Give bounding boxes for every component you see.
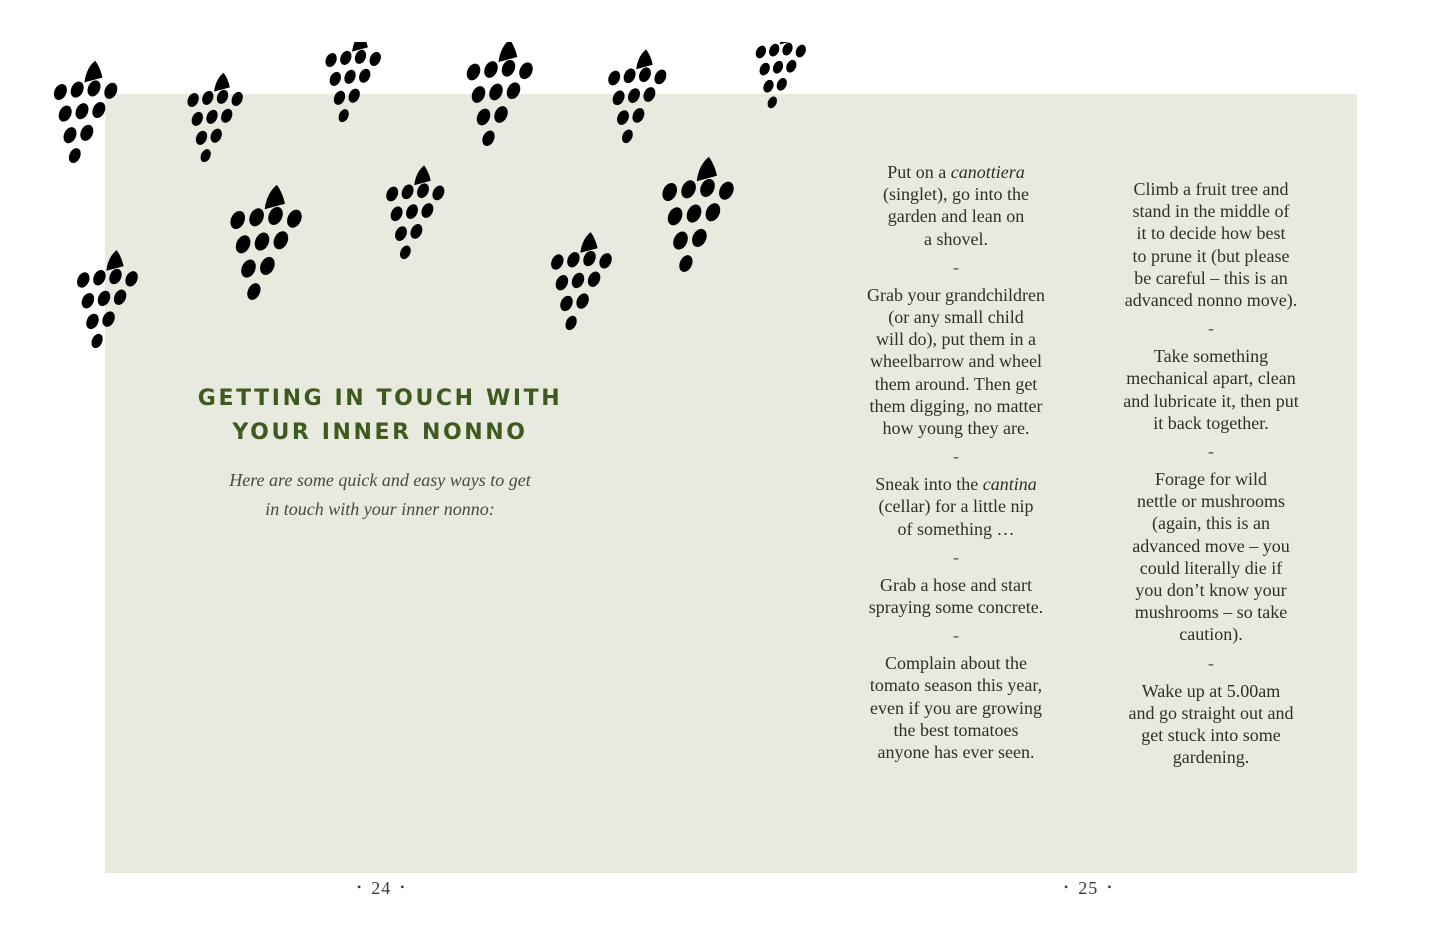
tip-item	[1095, 468, 1327, 646]
bullet-dot-icon: •	[1107, 880, 1113, 894]
tip-line: it back together.	[1153, 412, 1269, 433]
tip-line: be careful – this is an	[1134, 267, 1288, 288]
tip-line: garden and lean on	[887, 206, 1025, 227]
tip-line: Grab a hose and start	[880, 574, 1032, 595]
tip-item	[840, 284, 1072, 439]
tips-column-left	[840, 161, 1072, 763]
tip-line: Wake up at 5.00am	[1141, 680, 1281, 701]
tip-line: of something …	[897, 518, 1015, 539]
tip-separator: -	[953, 446, 959, 467]
tip-line: (again, this is an	[1152, 513, 1270, 534]
tip-line: (cellar) for a little nip	[878, 496, 1034, 517]
tip-separator: -	[1208, 441, 1214, 462]
tip-line: wheelbarrow and wheel	[870, 351, 1042, 372]
tip-item	[840, 574, 1072, 618]
tip-line: and lubricate it, then put	[1123, 390, 1299, 411]
tip-line: gardening.	[1172, 747, 1250, 768]
tip-line: Grab your grandchildren	[867, 284, 1045, 305]
tip-separator: -	[1208, 652, 1214, 673]
tip-text: Sneak into the	[875, 474, 983, 495]
tip-separator: -	[953, 546, 959, 567]
tip-item	[1095, 680, 1327, 769]
tip-line: it to decide how best	[1136, 223, 1286, 244]
tip-line: caution).	[1179, 624, 1243, 645]
intro-line: in touch with your inner nonno:	[265, 499, 495, 519]
tip-line: (or any small child	[888, 307, 1024, 328]
tip-line: them digging, no matter	[869, 395, 1043, 416]
page-number-right	[1055, 878, 1121, 899]
tip-item	[840, 161, 1072, 250]
tip-item	[1095, 345, 1327, 434]
intro-line: Here are some quick and easy ways to get	[229, 470, 531, 490]
tip-line: anyone has ever seen.	[877, 742, 1035, 763]
tip-line: even if you are growing	[870, 697, 1042, 718]
tip-line: stand in the middle of	[1132, 201, 1290, 222]
tip-line: (singlet), go into the	[883, 184, 1029, 205]
page-number-left	[348, 878, 414, 899]
tip-line: tomato season this year,	[869, 675, 1043, 696]
tip-separator: -	[953, 256, 959, 277]
tip-line: get stuck into some	[1141, 725, 1281, 746]
tip-line: mushrooms – so take	[1134, 602, 1288, 623]
italic-term: cantina	[982, 474, 1037, 495]
tip-line: the best tomatoes	[893, 719, 1019, 740]
tip-line: will do), put them in a	[876, 329, 1036, 350]
heading-line: GETTING IN TOUCH WITH	[197, 386, 563, 411]
tip-item	[840, 473, 1072, 540]
italic-term: canottiera	[950, 162, 1025, 182]
intro-text	[190, 466, 570, 524]
tip-line: Climb a fruit tree and	[1133, 179, 1289, 199]
tip-line: Complain about the	[885, 653, 1027, 674]
tip-line: mechanical apart, clean	[1126, 368, 1296, 389]
heading-line: YOUR INNER NONNO	[232, 420, 528, 445]
tip-line: how young they are.	[882, 418, 1030, 439]
tip-separator: -	[1208, 318, 1214, 339]
page-number-text: 25	[1078, 878, 1099, 898]
tip-line: and go straight out and	[1128, 702, 1294, 723]
tip-line: Forage for wild	[1155, 469, 1267, 490]
tip-text: Put on a	[887, 162, 951, 182]
tip-line: spraying some concrete.	[868, 597, 1044, 618]
tip-line: advanced nonno move).	[1124, 290, 1298, 311]
section-heading	[190, 382, 570, 450]
tip-line: nettle or mushrooms	[1137, 491, 1285, 512]
bullet-dot-icon: •	[1064, 880, 1070, 894]
tip-line: advanced move – you	[1132, 535, 1290, 556]
tip-line: Take something	[1153, 346, 1269, 367]
tip-line: to prune it (but please	[1132, 245, 1290, 266]
tip-separator: -	[953, 625, 959, 646]
bullet-dot-icon: •	[400, 880, 406, 894]
page-number-text: 24	[371, 878, 392, 898]
tip-line: you don’t know your	[1135, 580, 1287, 601]
tip-line: could literally die if	[1139, 557, 1283, 578]
tip-line: them around. Then get	[874, 373, 1038, 394]
tip-line: a shovel.	[924, 228, 988, 249]
tips-column-right	[1095, 178, 1327, 768]
tip-item	[840, 652, 1072, 763]
tip-item	[1095, 178, 1327, 311]
bullet-dot-icon: •	[357, 880, 363, 894]
